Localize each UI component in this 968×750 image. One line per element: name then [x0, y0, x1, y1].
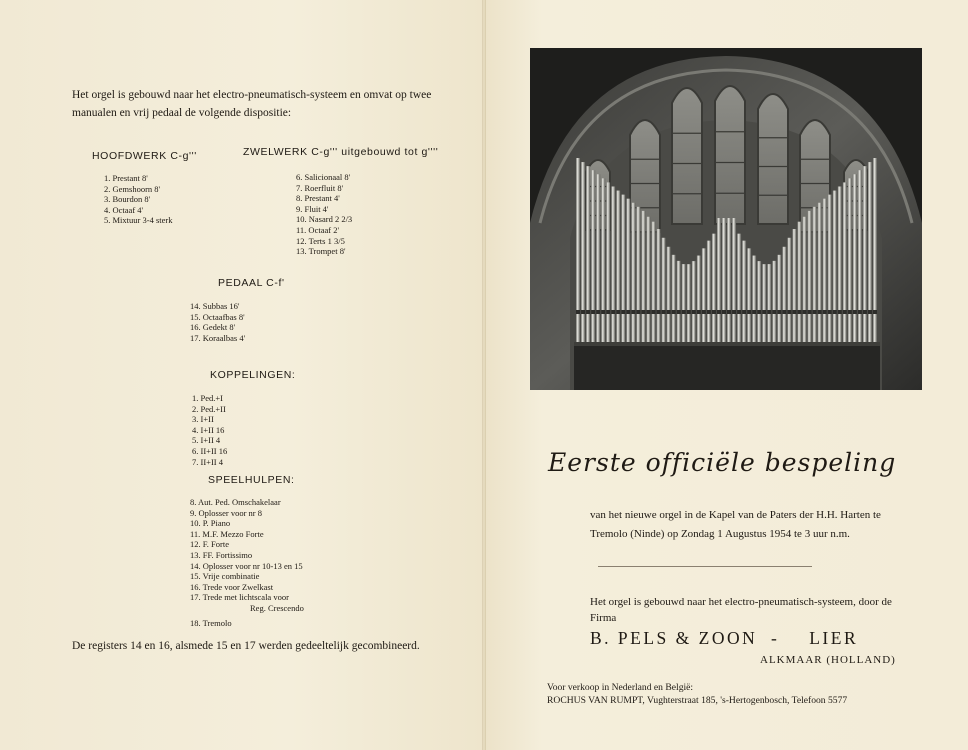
pipe-mouth	[772, 310, 776, 314]
pipe-mouth	[858, 310, 862, 314]
organ-pipe	[672, 255, 676, 344]
list-item: 14. Subbas 16'	[190, 301, 240, 311]
organ-pipe	[692, 261, 696, 344]
pipe-mouth	[591, 310, 595, 314]
pipe-mouth	[828, 310, 832, 314]
organ-pipe	[596, 174, 600, 344]
pipe-mouth	[717, 310, 721, 314]
pipe-mouth	[838, 310, 842, 314]
firm-name-line: B. PELS & ZOON - LIER	[590, 628, 859, 648]
pipe-mouth	[626, 310, 630, 314]
list-item: 13. Trompet 8'	[296, 246, 346, 257]
list-item: 15. Vrije combinatie	[190, 571, 260, 582]
organ-pipe	[611, 186, 615, 344]
organ-pipe	[586, 166, 590, 344]
sales-line-2: ROCHUS VAN RUMPT, Vughterstraat 185, 's-Hertogenbosch, Telefoon 5577	[547, 694, 848, 706]
list-item: 4. I+II 16	[192, 424, 225, 435]
pipe-mouth	[868, 310, 872, 314]
firm-city: ALKMAAR (HOLLAND)	[760, 654, 896, 666]
pipe-mouth	[596, 310, 600, 314]
organ-pipe	[732, 218, 736, 344]
organ-pipe	[843, 182, 847, 344]
list-item: 4. Octaaf 4'	[104, 204, 144, 215]
list-item: 10. Nasard 2 2/3	[296, 214, 353, 225]
registers-note: De registers 14 en 16, alsmede 15 en 17 werden gedeeltelijk gecombineerd.	[72, 640, 420, 652]
organ-pipe	[813, 207, 817, 344]
organ-pipe	[823, 199, 827, 344]
pedaal-list	[190, 301, 245, 343]
pipe-mouth	[667, 310, 671, 314]
list-item: 1. Ped.+I	[192, 393, 223, 403]
organ-pipe	[662, 238, 666, 344]
organ-pipe	[631, 203, 635, 344]
pipe-mouth	[843, 310, 847, 314]
pipe-mouth	[722, 310, 726, 314]
organ-pipe	[657, 229, 661, 344]
builder-text: Het orgel is gebouwd naar het electro-pneumatisch-systeem, door de Firma	[590, 596, 892, 624]
organ-pipe	[747, 248, 751, 344]
pipe-mouth	[662, 310, 666, 314]
pipe-mouth	[697, 310, 701, 314]
pipe-mouth	[777, 310, 781, 314]
list-item: 3. Bourdon 8'	[104, 194, 151, 205]
organ-pipe	[601, 178, 605, 344]
pipe-mouth	[808, 310, 812, 314]
pipe-mouth	[823, 310, 827, 314]
pipe-mouth	[657, 310, 661, 314]
speelhulpen-list	[190, 497, 304, 628]
organ-pipe	[752, 256, 756, 344]
list-item: 10. P. Piano	[190, 518, 231, 529]
speelhulpen-heading: SPEELHULPEN:	[208, 474, 295, 486]
pipe-mouth	[712, 310, 716, 314]
pipe-mouth	[692, 310, 696, 314]
event-title: Eerste officiële bespeling	[548, 448, 897, 477]
koppelingen-heading: KOPPELINGEN:	[210, 369, 296, 381]
pipe-mouth	[742, 310, 746, 314]
pipe-mouth	[616, 310, 620, 314]
organ-pipe	[787, 238, 791, 344]
sales-line-1: Voor verkoop in Nederland en België:	[547, 682, 694, 693]
organ-pipe	[702, 248, 706, 344]
pipe-mouth	[601, 310, 605, 314]
list-item: 12. Terts 1 3/5	[296, 235, 345, 246]
list-item: 5. I+II 4	[192, 435, 221, 446]
intro-text: Het orgel is gebouwd naar het electro-pneumatisch-systeem en omvat op twee manualen en vrij pedaal de volgende dispositie:	[72, 89, 432, 119]
pipe-mouth	[581, 310, 585, 314]
list-item: 9. Oplosser voor nr 8	[190, 507, 263, 518]
firm-place: LIER	[809, 628, 859, 648]
list-item: 11. M.F. Mezzo Forte	[190, 528, 264, 539]
list-item: 16. Gedekt 8'	[190, 322, 236, 333]
pipe-mouth	[677, 310, 681, 314]
list-item: 2. Ped.+II	[192, 403, 226, 414]
organ-pipe	[762, 264, 766, 344]
pipe-mouth	[762, 310, 766, 314]
zwelwerk-list	[296, 172, 352, 257]
pipe-mouth	[636, 310, 640, 314]
pipe-mouth	[737, 310, 741, 314]
pipe-mouth	[687, 310, 691, 314]
organ-illustration	[530, 48, 922, 390]
list-item: 1. Prestant 8'	[104, 173, 148, 183]
pipe-mouth	[727, 310, 731, 314]
pipe-mouth	[682, 310, 686, 314]
pipe-mouth	[586, 310, 590, 314]
organ-pipe	[682, 264, 686, 344]
organ-pipe	[863, 166, 867, 344]
organ-pipe	[687, 264, 691, 344]
organ-pipe	[652, 222, 656, 344]
list-item: 18. Tremolo	[190, 617, 232, 628]
organ-pipe	[808, 211, 812, 344]
organ-pipe	[838, 186, 842, 344]
organ-pipe	[818, 203, 822, 344]
pipe-mouth	[752, 310, 756, 314]
organ-pipe	[757, 261, 761, 344]
organ-pipe	[581, 162, 585, 344]
organ-pipe	[873, 158, 877, 344]
list-item: 3. I+II	[192, 414, 214, 425]
window-arch	[758, 94, 788, 224]
list-item: 5. Mixtuur 3-4 sterk	[104, 215, 173, 226]
hoofdwerk-list	[104, 173, 172, 226]
pedaal-heading: PEDAAL C-f'	[218, 277, 285, 289]
organ-pipe	[772, 261, 776, 344]
list-item: 8. Aut. Ped. Omschakelaar	[190, 497, 281, 507]
organ-pipe	[737, 234, 741, 344]
list-item: 2. Gemshoorn 8'	[104, 183, 161, 194]
list-item: 17. Trede met lichtscala voor	[190, 592, 289, 603]
pipe-mouth	[707, 310, 711, 314]
list-item: 8. Prestant 4'	[296, 193, 340, 204]
pipe-mouth	[652, 310, 656, 314]
organ-pipe	[782, 247, 786, 344]
pipe-mouth	[863, 310, 867, 314]
organ-pipe	[641, 211, 645, 344]
organ-photo	[530, 48, 922, 390]
organ-pipe	[767, 264, 771, 344]
pipe-mouth	[732, 310, 736, 314]
pipe-mouth	[631, 310, 635, 314]
pipe-mouth	[747, 310, 751, 314]
hoofdwerk-heading: HOOFDWERK C-g'''	[92, 150, 197, 162]
zwelwerk-heading: ZWELWERK C-g''' uitgebouwd tot g''''	[243, 146, 439, 158]
organ-pipe	[828, 195, 832, 344]
pipe-mouth	[797, 310, 801, 314]
list-item: 6. Salicionaal 8'	[296, 172, 351, 182]
pipe-mouth	[792, 310, 796, 314]
organ-pipe	[777, 255, 781, 344]
list-item: 6. II+II 16	[192, 445, 228, 456]
organ-pipe	[677, 261, 681, 344]
organ-pipe	[727, 218, 731, 344]
pipe-mouth	[672, 310, 676, 314]
organ-pipe	[697, 256, 701, 344]
divider-line	[598, 566, 812, 567]
pipe-mouth	[767, 310, 771, 314]
organ-pipe	[742, 241, 746, 344]
pipe-mouth	[757, 310, 761, 314]
list-item: 15. Octaafbas 8'	[190, 311, 245, 322]
organ-pipe	[722, 218, 726, 344]
organ-pipe	[621, 195, 625, 344]
pipe-mouth	[646, 310, 650, 314]
organ-pipe	[803, 217, 807, 344]
firm-name: B. PELS & ZOON	[590, 628, 758, 648]
sales-info	[547, 682, 847, 707]
page-fold	[482, 0, 486, 750]
organ-pipe	[606, 182, 610, 344]
pipe-mouth	[611, 310, 615, 314]
organ-pipe	[833, 191, 837, 344]
list-item: 11. Octaaf 2'	[296, 224, 339, 235]
organ-pipe	[616, 191, 620, 344]
list-item: 7. Roerfluit 8'	[296, 182, 344, 193]
organ-pipe	[853, 174, 857, 344]
pipe-mouth	[702, 310, 706, 314]
organ-pipe	[797, 222, 801, 344]
pipe-mouth	[787, 310, 791, 314]
organ-pipe	[848, 178, 852, 344]
list-item: 9. Fluit 4'	[296, 203, 329, 214]
pipe-mouth	[621, 310, 625, 314]
window-arch	[672, 88, 702, 224]
organ-pipe	[712, 234, 716, 344]
pipe-mouth	[853, 310, 857, 314]
pipe-mouth	[803, 310, 807, 314]
pipe-mouth	[641, 310, 645, 314]
pipe-mouth	[818, 310, 822, 314]
list-item: 14. Oplosser voor nr 10-13 en 15	[190, 560, 303, 571]
organ-pipe	[636, 207, 640, 344]
pipe-mouth	[873, 310, 877, 314]
pipe-mouth	[833, 310, 837, 314]
pipe-mouth	[576, 310, 580, 314]
pipe-mouth	[782, 310, 786, 314]
organ-pipe	[792, 229, 796, 344]
list-item: 16. Trede voor Zwelkast	[190, 581, 274, 592]
organ-pipe	[717, 218, 721, 344]
organ-pipe	[646, 217, 650, 344]
list-item: 7. II+II 4	[192, 456, 223, 467]
event-details: van het nieuwe orgel in de Kapel van de Paters der H.H. Harten te Tremolo (Ninde) op Zondag 1 Augustus 1954 te 3 uur n.m.	[590, 509, 881, 540]
organ-pipe	[576, 158, 580, 344]
organ-pipe	[868, 162, 872, 344]
list-item: 12. F. Forte	[190, 539, 229, 550]
list-item: 13. FF. Fortissimo	[190, 549, 253, 560]
koppelingen-list	[192, 393, 227, 467]
organ-pipe	[626, 199, 630, 344]
list-item: Reg. Crescendo	[250, 602, 304, 613]
organ-pipe	[591, 170, 595, 344]
organ-pipe	[858, 170, 862, 344]
pipe-mouth	[606, 310, 610, 314]
pipe-mouth	[848, 310, 852, 314]
list-item: 17. Koraalbas 4'	[190, 332, 246, 343]
organ-pipe	[707, 241, 711, 344]
window-arch	[715, 86, 745, 224]
pipe-mouth	[813, 310, 817, 314]
organ-pipe	[667, 247, 671, 344]
